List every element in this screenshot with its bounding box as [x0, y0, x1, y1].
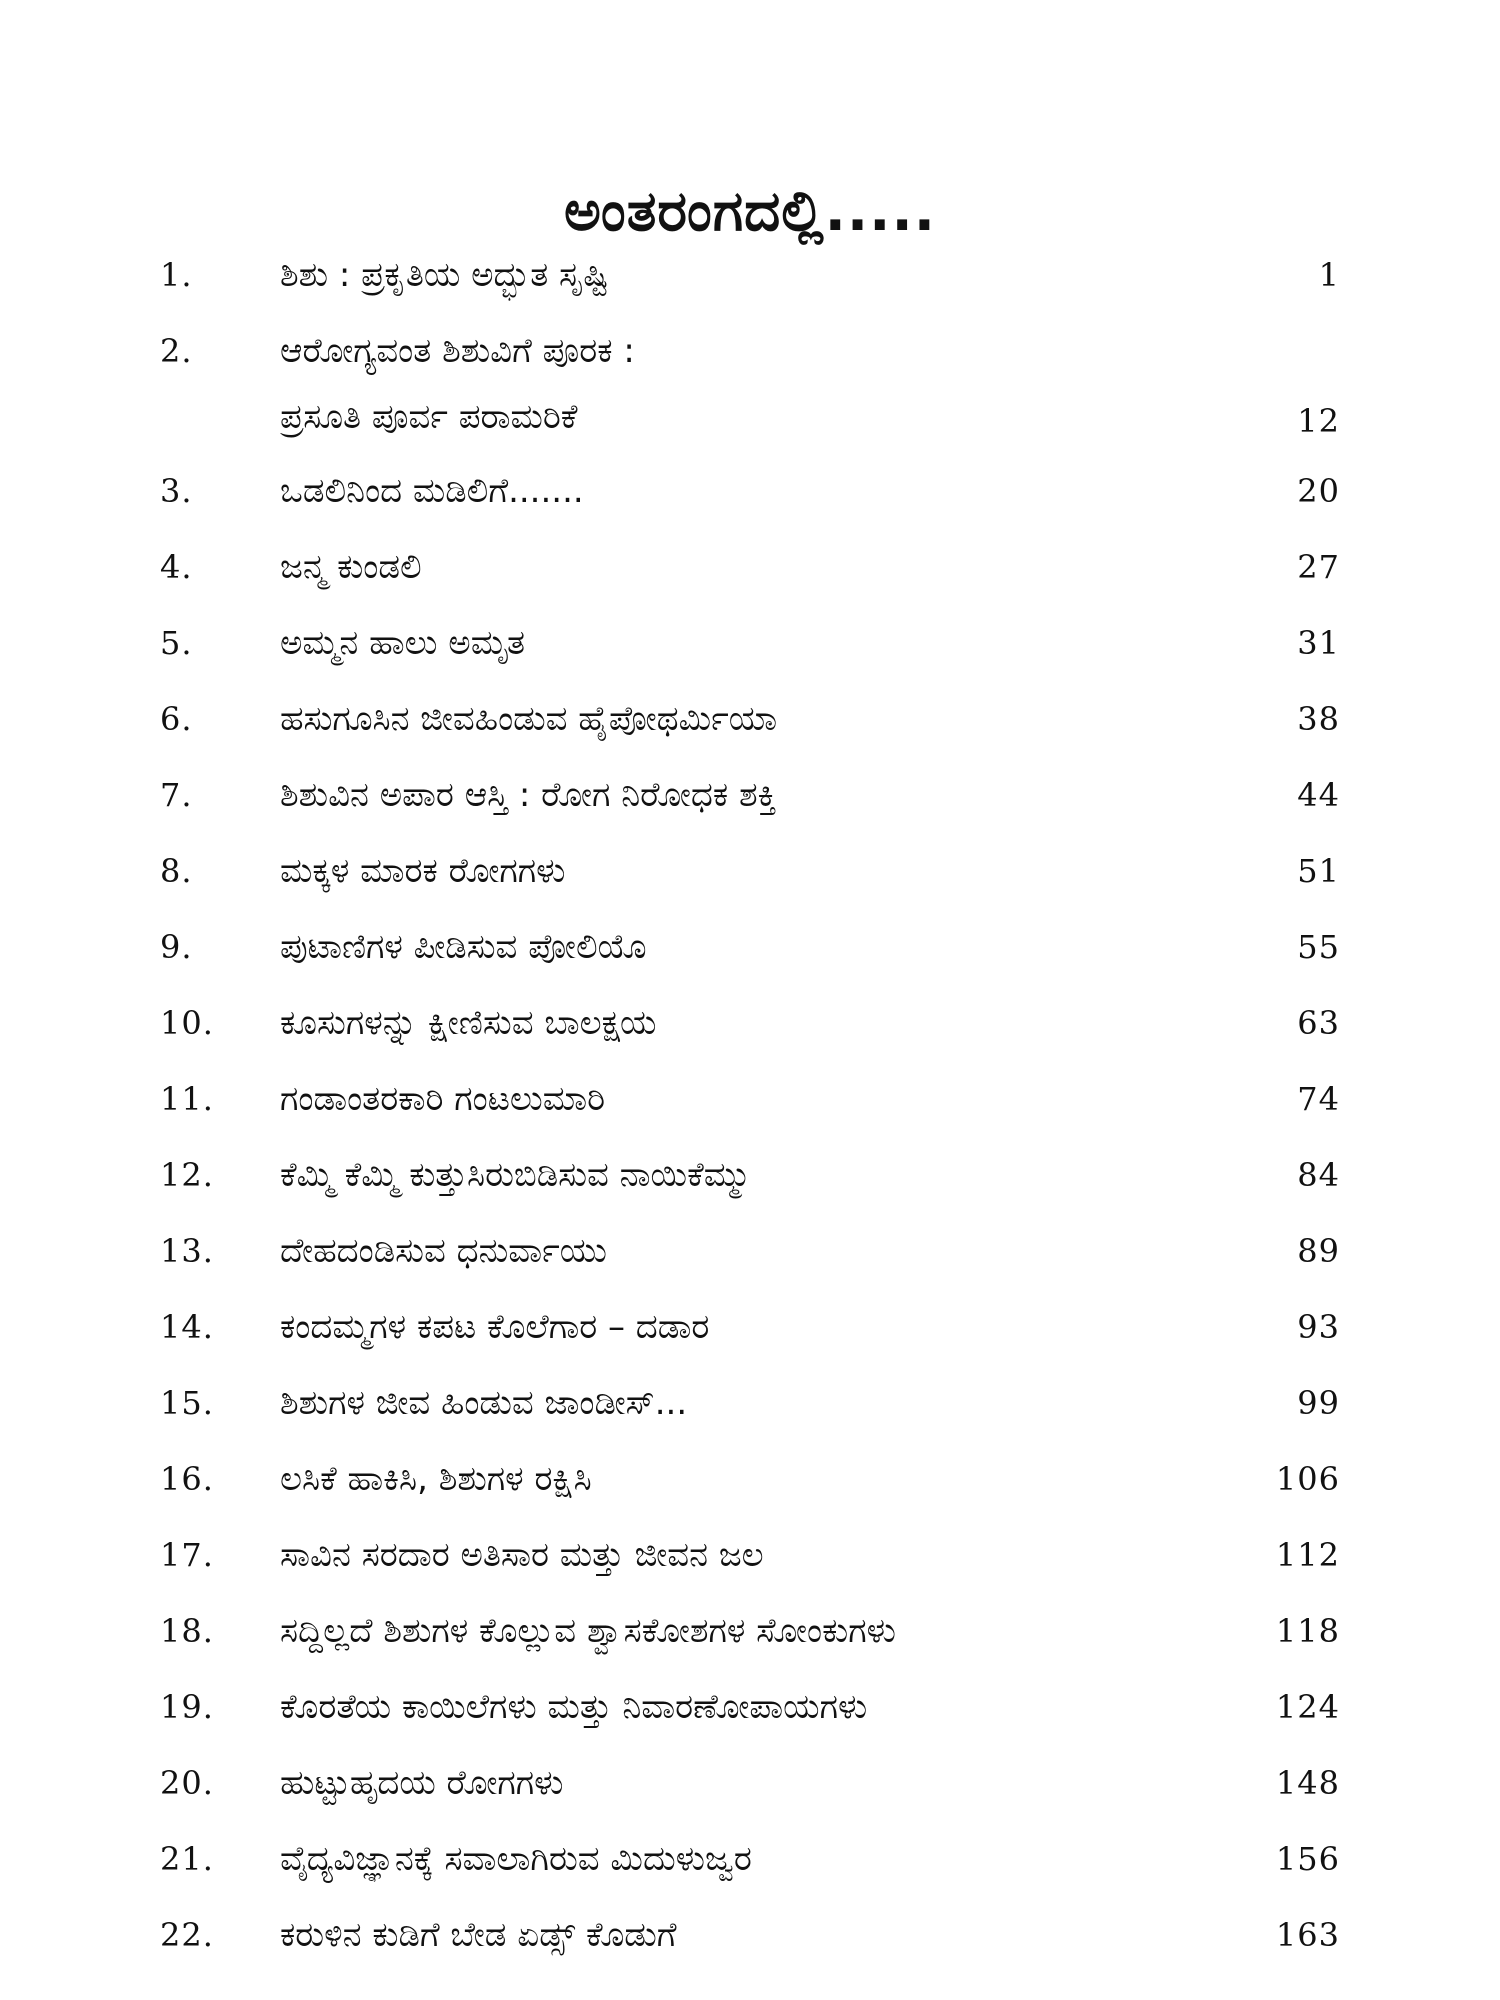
entry-title: ಒಡಲಿನಿಂದ ಮಡಿಲಿಗೆ....... — [280, 471, 584, 511]
toc-entry-4 — [0, 537, 1500, 613]
entry-number: 4. — [160, 548, 193, 586]
entry-title: ಜನ್ಮ ಕುಂಡಲಿ — [280, 547, 422, 587]
entry-page-number: 20 — [1297, 472, 1340, 510]
entry-title: ದೇಹದಂಡಿಸುವ ಧನುರ್ವಾಯು — [280, 1231, 607, 1271]
entry-page-number: 12 — [1297, 402, 1340, 440]
entry-page-number: 148 — [1275, 1764, 1340, 1802]
entry-title: ಕೂಸುಗಳನ್ನು ಕ್ಷೀಣಿಸುವ ಬಾಲಕ್ಷಯ — [280, 1003, 657, 1043]
entry-title: ಶಿಶುವಿನ ಅಪಾರ ಆಸ್ತಿ : ರೋಗ ನಿರೋಧಕ ಶಕ್ತಿ — [280, 775, 777, 815]
entry-number: 22. — [160, 1916, 214, 1954]
entry-number: 7. — [160, 776, 193, 814]
entry-page-number: 55 — [1297, 928, 1340, 966]
entry-number: 13. — [160, 1232, 214, 1270]
entry-title: ಅಮ್ಮನ ಹಾಲು ಅಮೃತ — [280, 623, 526, 663]
entry-title: ಹುಟ್ಟುಹೃದಯ ರೋಗಗಳು — [280, 1763, 564, 1803]
entry-number: 21. — [160, 1840, 214, 1878]
entry-page-number: 124 — [1275, 1688, 1340, 1726]
entry-page-number: 89 — [1297, 1232, 1340, 1270]
toc-entry-14 — [0, 1297, 1500, 1373]
entry-title-line-1: ಆರೋಗ್ಯವಂತ ಶಿಶುವಿಗೆ ಪೂರಕ : — [280, 331, 635, 371]
entry-number: 9. — [160, 928, 193, 966]
toc-entry-20 — [0, 1753, 1500, 1829]
entry-number: 3. — [160, 472, 193, 510]
entry-title: ಮಕ್ಕಳ ಮಾರಕ ರೋಗಗಳು — [280, 851, 566, 891]
toc-entry-3 — [0, 461, 1500, 537]
entry-page-number: 112 — [1275, 1536, 1340, 1574]
entry-title: ಹಸುಗೂಸಿನ ಜೀವಹಿಂಡುವ ಹೈಪೋಥರ್ಮಿಯಾ — [280, 699, 778, 739]
toc-entry-11 — [0, 1069, 1500, 1145]
entry-page-number: 27 — [1297, 548, 1340, 586]
entry-title — [280, 321, 1230, 447]
entry-page-number: 106 — [1275, 1460, 1340, 1498]
entry-page-number: 118 — [1275, 1612, 1340, 1650]
entry-number: 10. — [160, 1004, 214, 1042]
toc-entry-7 — [0, 765, 1500, 841]
entry-title: ಕೊರತೆಯ ಕಾಯಿಲೆಗಳು ಮತ್ತು ನಿವಾರಣೋಪಾಯಗಳು — [280, 1687, 868, 1727]
entry-page-number: 63 — [1297, 1004, 1340, 1042]
toc-entry-10 — [0, 993, 1500, 1069]
page-title: ಅಂತರಂಗದಲ್ಲಿ..... — [564, 178, 936, 244]
entry-number: 6. — [160, 700, 193, 738]
toc-entry-17 — [0, 1525, 1500, 1601]
entry-number: 20. — [160, 1764, 214, 1802]
toc-entry-13 — [0, 1221, 1500, 1297]
entry-title: ಗಂಡಾಂತರಕಾರಿ ಗಂಟಲುಮಾರಿ — [280, 1079, 606, 1119]
entry-number: 16. — [160, 1460, 214, 1498]
entry-title: ಸಾವಿನ ಸರದಾರ ಅತಿಸಾರ ಮತ್ತು ಜೀವನ ಜಲ — [280, 1535, 764, 1575]
entry-page-number: 51 — [1297, 852, 1340, 890]
toc-entry-16 — [0, 1449, 1500, 1525]
entry-title-line-2: ಪ್ರಸೂತಿ ಪೂರ್ವ ಪರಾಮರಿಕೆ — [280, 397, 578, 437]
entry-page-number: 1 — [1318, 256, 1340, 294]
entry-number: 11. — [160, 1080, 214, 1118]
entry-title: ವೈದ್ಯವಿಜ್ಞಾನಕ್ಕೆ ಸವಾಲಾಗಿರುವ ಮಿದುಳುಜ್ವರ — [280, 1839, 752, 1879]
entry-title: ಸದ್ದಿಲ್ಲದೆ ಶಿಶುಗಳ ಕೊಲ್ಲುವ ಶ್ವಾಸಕೋಶಗಳ ಸೋಂಕುಗಳು — [280, 1611, 896, 1651]
toc-entry-9 — [0, 917, 1500, 993]
entry-number: 5. — [160, 624, 193, 662]
entry-title: ಶಿಶು : ಪ್ರಕೃತಿಯ ಅದ್ಭುತ ಸೃಷ್ಟಿ — [280, 255, 609, 295]
entry-title: ಕರುಳಿನ ಕುಡಿಗೆ ಬೇಡ ಏಡ್ಸ್ ಕೊಡುಗೆ — [280, 1915, 677, 1955]
entry-page-number: 156 — [1275, 1840, 1340, 1878]
toc-entry-15 — [0, 1373, 1500, 1449]
toc-entry-1 — [0, 245, 1500, 321]
toc-entry-5 — [0, 613, 1500, 689]
toc-entry-19 — [0, 1677, 1500, 1753]
entry-number: 8. — [160, 852, 193, 890]
entry-page-number: 163 — [1275, 1916, 1340, 1954]
entry-number: 17. — [160, 1536, 214, 1574]
table-of-contents — [0, 245, 1500, 1981]
toc-entry-12 — [0, 1145, 1500, 1221]
entry-number: 19. — [160, 1688, 214, 1726]
entry-number: 18. — [160, 1612, 214, 1650]
entry-title: ಕಂದಮ್ಮಗಳ ಕಪಟ ಕೊಲೆಗಾರ – ದಡಾರ — [280, 1307, 710, 1347]
entry-number: 12. — [160, 1156, 214, 1194]
entry-page-number: 44 — [1297, 776, 1340, 814]
toc-entry-18 — [0, 1601, 1500, 1677]
toc-entry-21 — [0, 1829, 1500, 1905]
entry-title: ಶಿಶುಗಳ ಜೀವ ಹಿಂಡುವ ಜಾಂಡೀಸ್... — [280, 1383, 688, 1423]
entry-title: ಪುಟಾಣಿಗಳ ಪೀಡಿಸುವ ಪೋಲಿಯೊ — [280, 927, 647, 967]
entry-number: 14. — [160, 1308, 214, 1346]
entry-page-number: 74 — [1297, 1080, 1340, 1118]
entry-number: 1. — [160, 256, 193, 294]
toc-entry-8 — [0, 841, 1500, 917]
entry-title: ಲಸಿಕೆ ಹಾಕಿಸಿ, ಶಿಶುಗಳ ರಕ್ಷಿಸಿ — [280, 1459, 592, 1499]
entry-title: ಕೆಮ್ಮಿ ಕೆಮ್ಮಿ ಕುತ್ತುಸಿರುಬಿಡಿಸುವ ನಾಯಿಕೆಮ್ಮು — [280, 1155, 752, 1195]
toc-entry-2 — [0, 321, 1500, 461]
entry-page-number: 93 — [1297, 1308, 1340, 1346]
entry-number: 2. — [160, 332, 193, 370]
toc-entry-22 — [0, 1905, 1500, 1981]
toc-entry-6 — [0, 689, 1500, 765]
entry-page-number: 84 — [1297, 1156, 1340, 1194]
entry-page-number: 38 — [1297, 700, 1340, 738]
entry-page-number: 31 — [1297, 624, 1340, 662]
entry-page-number: 99 — [1297, 1384, 1340, 1422]
entry-number: 15. — [160, 1384, 214, 1422]
